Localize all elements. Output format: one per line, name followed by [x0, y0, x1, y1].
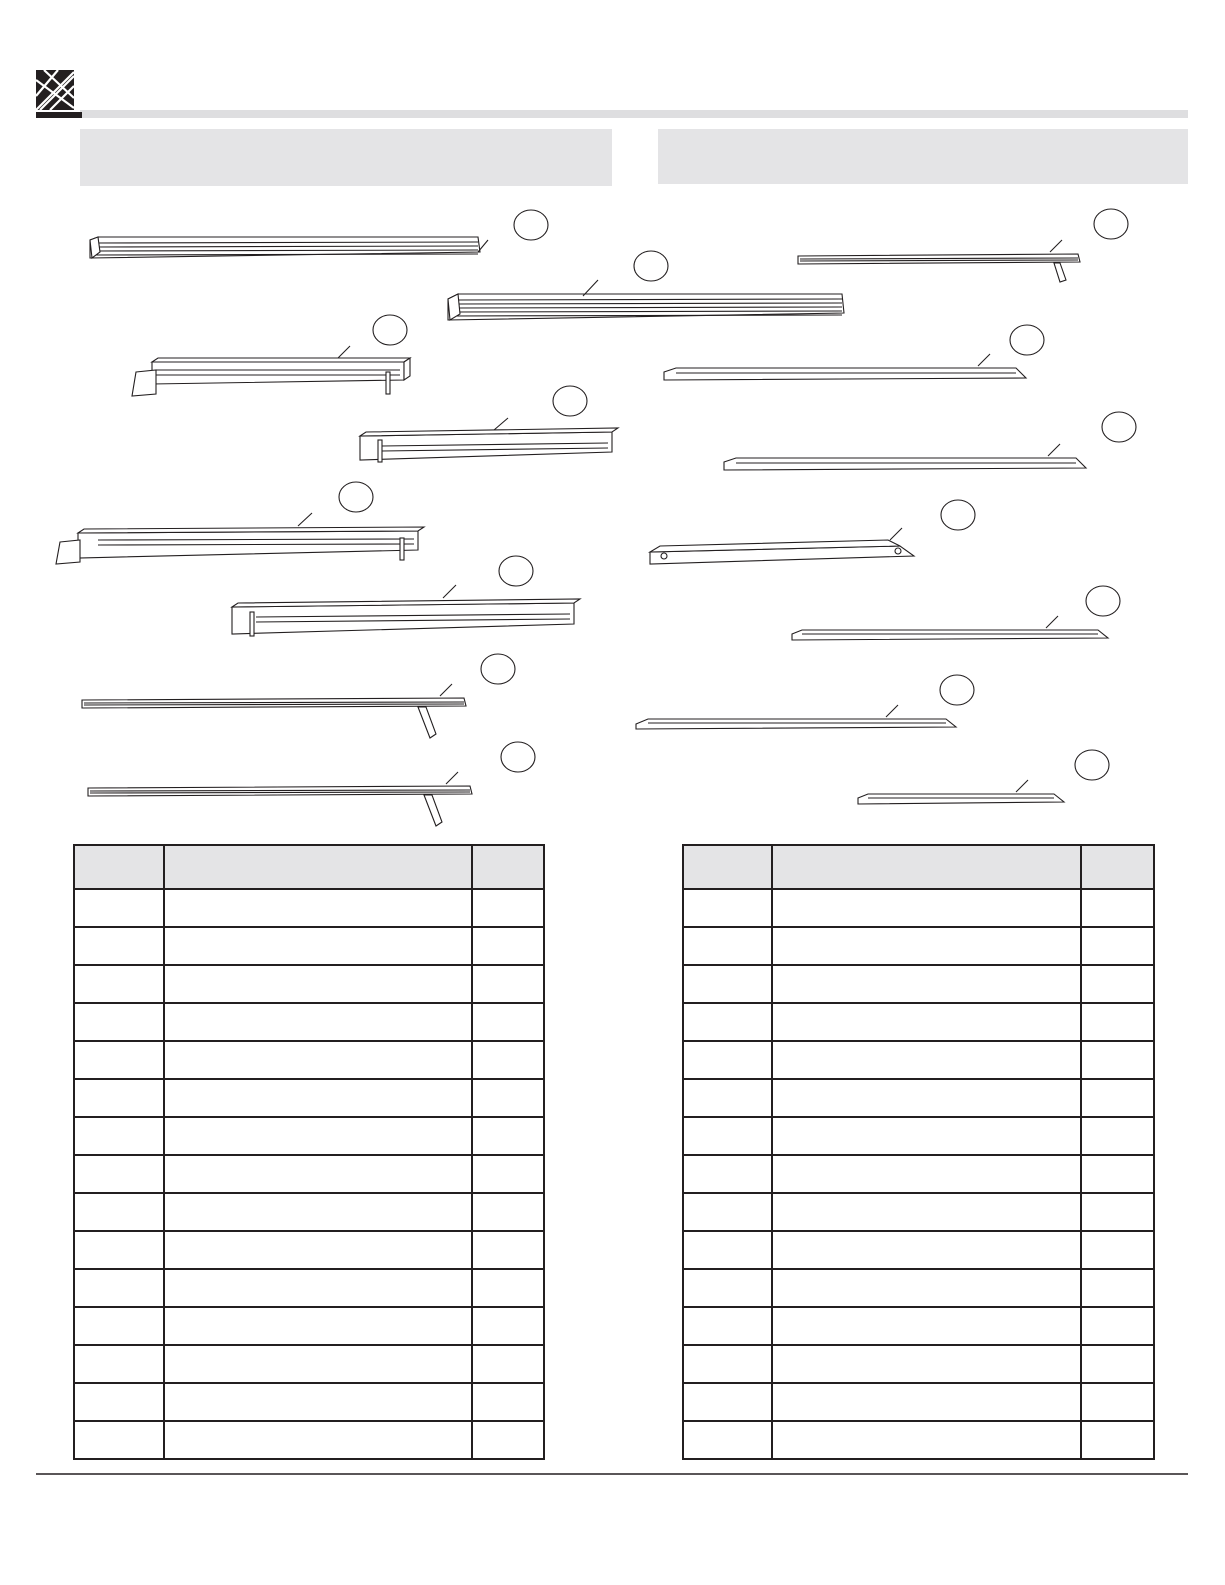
- brand-logo-icon: [36, 70, 82, 118]
- table-cell-qty: [472, 927, 544, 965]
- table-cell-key: [683, 1231, 772, 1269]
- table-cell-qty: [472, 965, 544, 1003]
- table-row: [683, 1079, 1154, 1117]
- part-track-arm-3: [798, 209, 1128, 282]
- header-qty: [1081, 845, 1154, 889]
- table-cell-qty: [1081, 1231, 1154, 1269]
- table-cell-description: [772, 927, 1081, 965]
- table-cell-key: [74, 1383, 164, 1421]
- table-cell-qty: [1081, 1269, 1154, 1307]
- table-cell-description: [164, 1421, 472, 1459]
- table-cell-description: [772, 889, 1081, 927]
- table-cell-description: [164, 965, 472, 1003]
- table-row: [74, 1231, 544, 1269]
- table-row: [74, 1193, 544, 1231]
- left-panel-header: [80, 129, 612, 186]
- table-cell-qty: [1081, 889, 1154, 927]
- table-row: [683, 1345, 1154, 1383]
- table-cell-description: [164, 1079, 472, 1117]
- table-cell-key: [683, 965, 772, 1003]
- table-row: [74, 1307, 544, 1345]
- table-row: [74, 889, 544, 927]
- header-key: [683, 845, 772, 889]
- table-cell-description: [772, 1193, 1081, 1231]
- table-row: [683, 1041, 1154, 1079]
- header-key: [74, 845, 164, 889]
- table-cell-description: [164, 1231, 472, 1269]
- table-cell-qty: [472, 1383, 544, 1421]
- table-cell-qty: [472, 1421, 544, 1459]
- header-description: [164, 845, 472, 889]
- table-cell-description: [164, 1041, 472, 1079]
- table-row: [74, 1345, 544, 1383]
- table-row: [74, 1041, 544, 1079]
- table-row: [683, 1383, 1154, 1421]
- table-row: [74, 1155, 544, 1193]
- table-cell-key: [683, 1345, 772, 1383]
- table-cell-qty: [1081, 965, 1154, 1003]
- table-cell-qty: [472, 1041, 544, 1079]
- table-row: [683, 1193, 1154, 1231]
- table-cell-key: [74, 1003, 164, 1041]
- table-row: [683, 1421, 1154, 1459]
- table-row: [683, 1231, 1154, 1269]
- table-cell-description: [772, 1079, 1081, 1117]
- table-cell-qty: [1081, 1345, 1154, 1383]
- table-cell-qty: [472, 1079, 544, 1117]
- table-cell-key: [74, 889, 164, 927]
- table-row: [74, 1269, 544, 1307]
- table-cell-description: [164, 1345, 472, 1383]
- table-row: [683, 1269, 1154, 1307]
- right-panel-header: [658, 129, 1188, 184]
- table-cell-description: [772, 1155, 1081, 1193]
- table-cell-qty: [472, 1117, 544, 1155]
- table-cell-key: [74, 1193, 164, 1231]
- table-cell-key: [74, 1041, 164, 1079]
- table-cell-description: [772, 1117, 1081, 1155]
- parts-table-left: [73, 844, 545, 1460]
- table-cell-qty: [472, 1193, 544, 1231]
- part-flat-strip-2: [724, 412, 1136, 470]
- table-cell-key: [683, 1079, 772, 1117]
- table-row: [683, 927, 1154, 965]
- part-flat-strip-1: [664, 325, 1044, 380]
- table-row: [74, 1003, 544, 1041]
- part-rail-bracket-1: [132, 315, 410, 396]
- part-molding-long-2: [448, 251, 844, 320]
- part-molding-long-1: [90, 210, 548, 258]
- table-cell-description: [772, 1421, 1081, 1459]
- parts-table-right: [682, 844, 1155, 1460]
- table-cell-key: [74, 1079, 164, 1117]
- part-flat-strip-4: [636, 675, 974, 729]
- table-cell-key: [683, 1269, 772, 1307]
- table-cell-qty: [1081, 1155, 1154, 1193]
- table-body-left: [74, 889, 544, 1459]
- table-cell-key: [683, 1155, 772, 1193]
- part-track-arm-2: [88, 742, 535, 826]
- header-qty: [472, 845, 544, 889]
- table-cell-qty: [472, 1307, 544, 1345]
- table-cell-description: [772, 1345, 1081, 1383]
- part-track-arm-1: [82, 654, 515, 738]
- table-row: [74, 965, 544, 1003]
- table-cell-qty: [472, 1269, 544, 1307]
- table-cell-qty: [472, 889, 544, 927]
- table-cell-description: [164, 1383, 472, 1421]
- table-cell-description: [164, 1003, 472, 1041]
- table-cell-description: [164, 1193, 472, 1231]
- table-cell-key: [74, 1117, 164, 1155]
- part-flat-strip-3: [792, 586, 1120, 640]
- table-cell-key: [74, 1421, 164, 1459]
- table-cell-qty: [1081, 1079, 1154, 1117]
- table-cell-description: [772, 1231, 1081, 1269]
- header-description: [772, 845, 1081, 889]
- table-row: [683, 1003, 1154, 1041]
- left-parts-group: [56, 210, 844, 826]
- table-row: [683, 1307, 1154, 1345]
- table-row: [74, 1079, 544, 1117]
- table-header-row: [683, 845, 1154, 889]
- table-cell-description: [164, 927, 472, 965]
- table-row: [74, 1421, 544, 1459]
- table-cell-key: [683, 1421, 772, 1459]
- table-cell-qty: [1081, 1003, 1154, 1041]
- table-row: [683, 1117, 1154, 1155]
- table-cell-qty: [472, 1155, 544, 1193]
- table-cell-description: [772, 1003, 1081, 1041]
- part-rail-bracket-2: [360, 386, 618, 462]
- table-cell-key: [683, 1117, 772, 1155]
- table-cell-description: [772, 1383, 1081, 1421]
- table-cell-key: [683, 927, 772, 965]
- table-cell-description: [164, 1269, 472, 1307]
- table-row: [683, 1155, 1154, 1193]
- table-cell-qty: [472, 1231, 544, 1269]
- table-cell-key: [74, 1155, 164, 1193]
- table-cell-description: [164, 1155, 472, 1193]
- part-flat-strip-5: [858, 750, 1109, 804]
- table-cell-qty: [1081, 1117, 1154, 1155]
- table-cell-key: [74, 1345, 164, 1383]
- table-cell-key: [74, 965, 164, 1003]
- table-cell-description: [772, 1041, 1081, 1079]
- table-cell-qty: [1081, 927, 1154, 965]
- table-cell-qty: [472, 1345, 544, 1383]
- table-cell-description: [164, 889, 472, 927]
- table-cell-key: [683, 1193, 772, 1231]
- table-header-row: [74, 845, 544, 889]
- table-cell-qty: [1081, 1041, 1154, 1079]
- table-row: [74, 927, 544, 965]
- table-body-right: [683, 889, 1154, 1459]
- part-rail-bracket-4: [232, 556, 580, 636]
- table-cell-description: [772, 1269, 1081, 1307]
- table-cell-key: [683, 1307, 772, 1345]
- table-cell-description: [772, 965, 1081, 1003]
- table-cell-key: [683, 1003, 772, 1041]
- table-cell-description: [164, 1307, 472, 1345]
- table-cell-description: [164, 1117, 472, 1155]
- table-cell-description: [772, 1307, 1081, 1345]
- table-cell-key: [683, 1041, 772, 1079]
- table-cell-key: [74, 927, 164, 965]
- table-cell-key: [74, 1231, 164, 1269]
- table-cell-key: [683, 1383, 772, 1421]
- part-channel-1: [650, 500, 975, 564]
- table-row: [74, 1117, 544, 1155]
- table-row: [74, 1383, 544, 1421]
- table-row: [683, 889, 1154, 927]
- header-bar: [80, 110, 1188, 118]
- table-cell-key: [74, 1307, 164, 1345]
- table-row: [683, 965, 1154, 1003]
- table-cell-key: [683, 889, 772, 927]
- table-cell-qty: [472, 1003, 544, 1041]
- table-cell-qty: [1081, 1193, 1154, 1231]
- table-cell-qty: [1081, 1307, 1154, 1345]
- table-cell-qty: [1081, 1421, 1154, 1459]
- part-rail-bracket-3: [56, 482, 424, 564]
- table-cell-key: [74, 1269, 164, 1307]
- table-cell-qty: [1081, 1383, 1154, 1421]
